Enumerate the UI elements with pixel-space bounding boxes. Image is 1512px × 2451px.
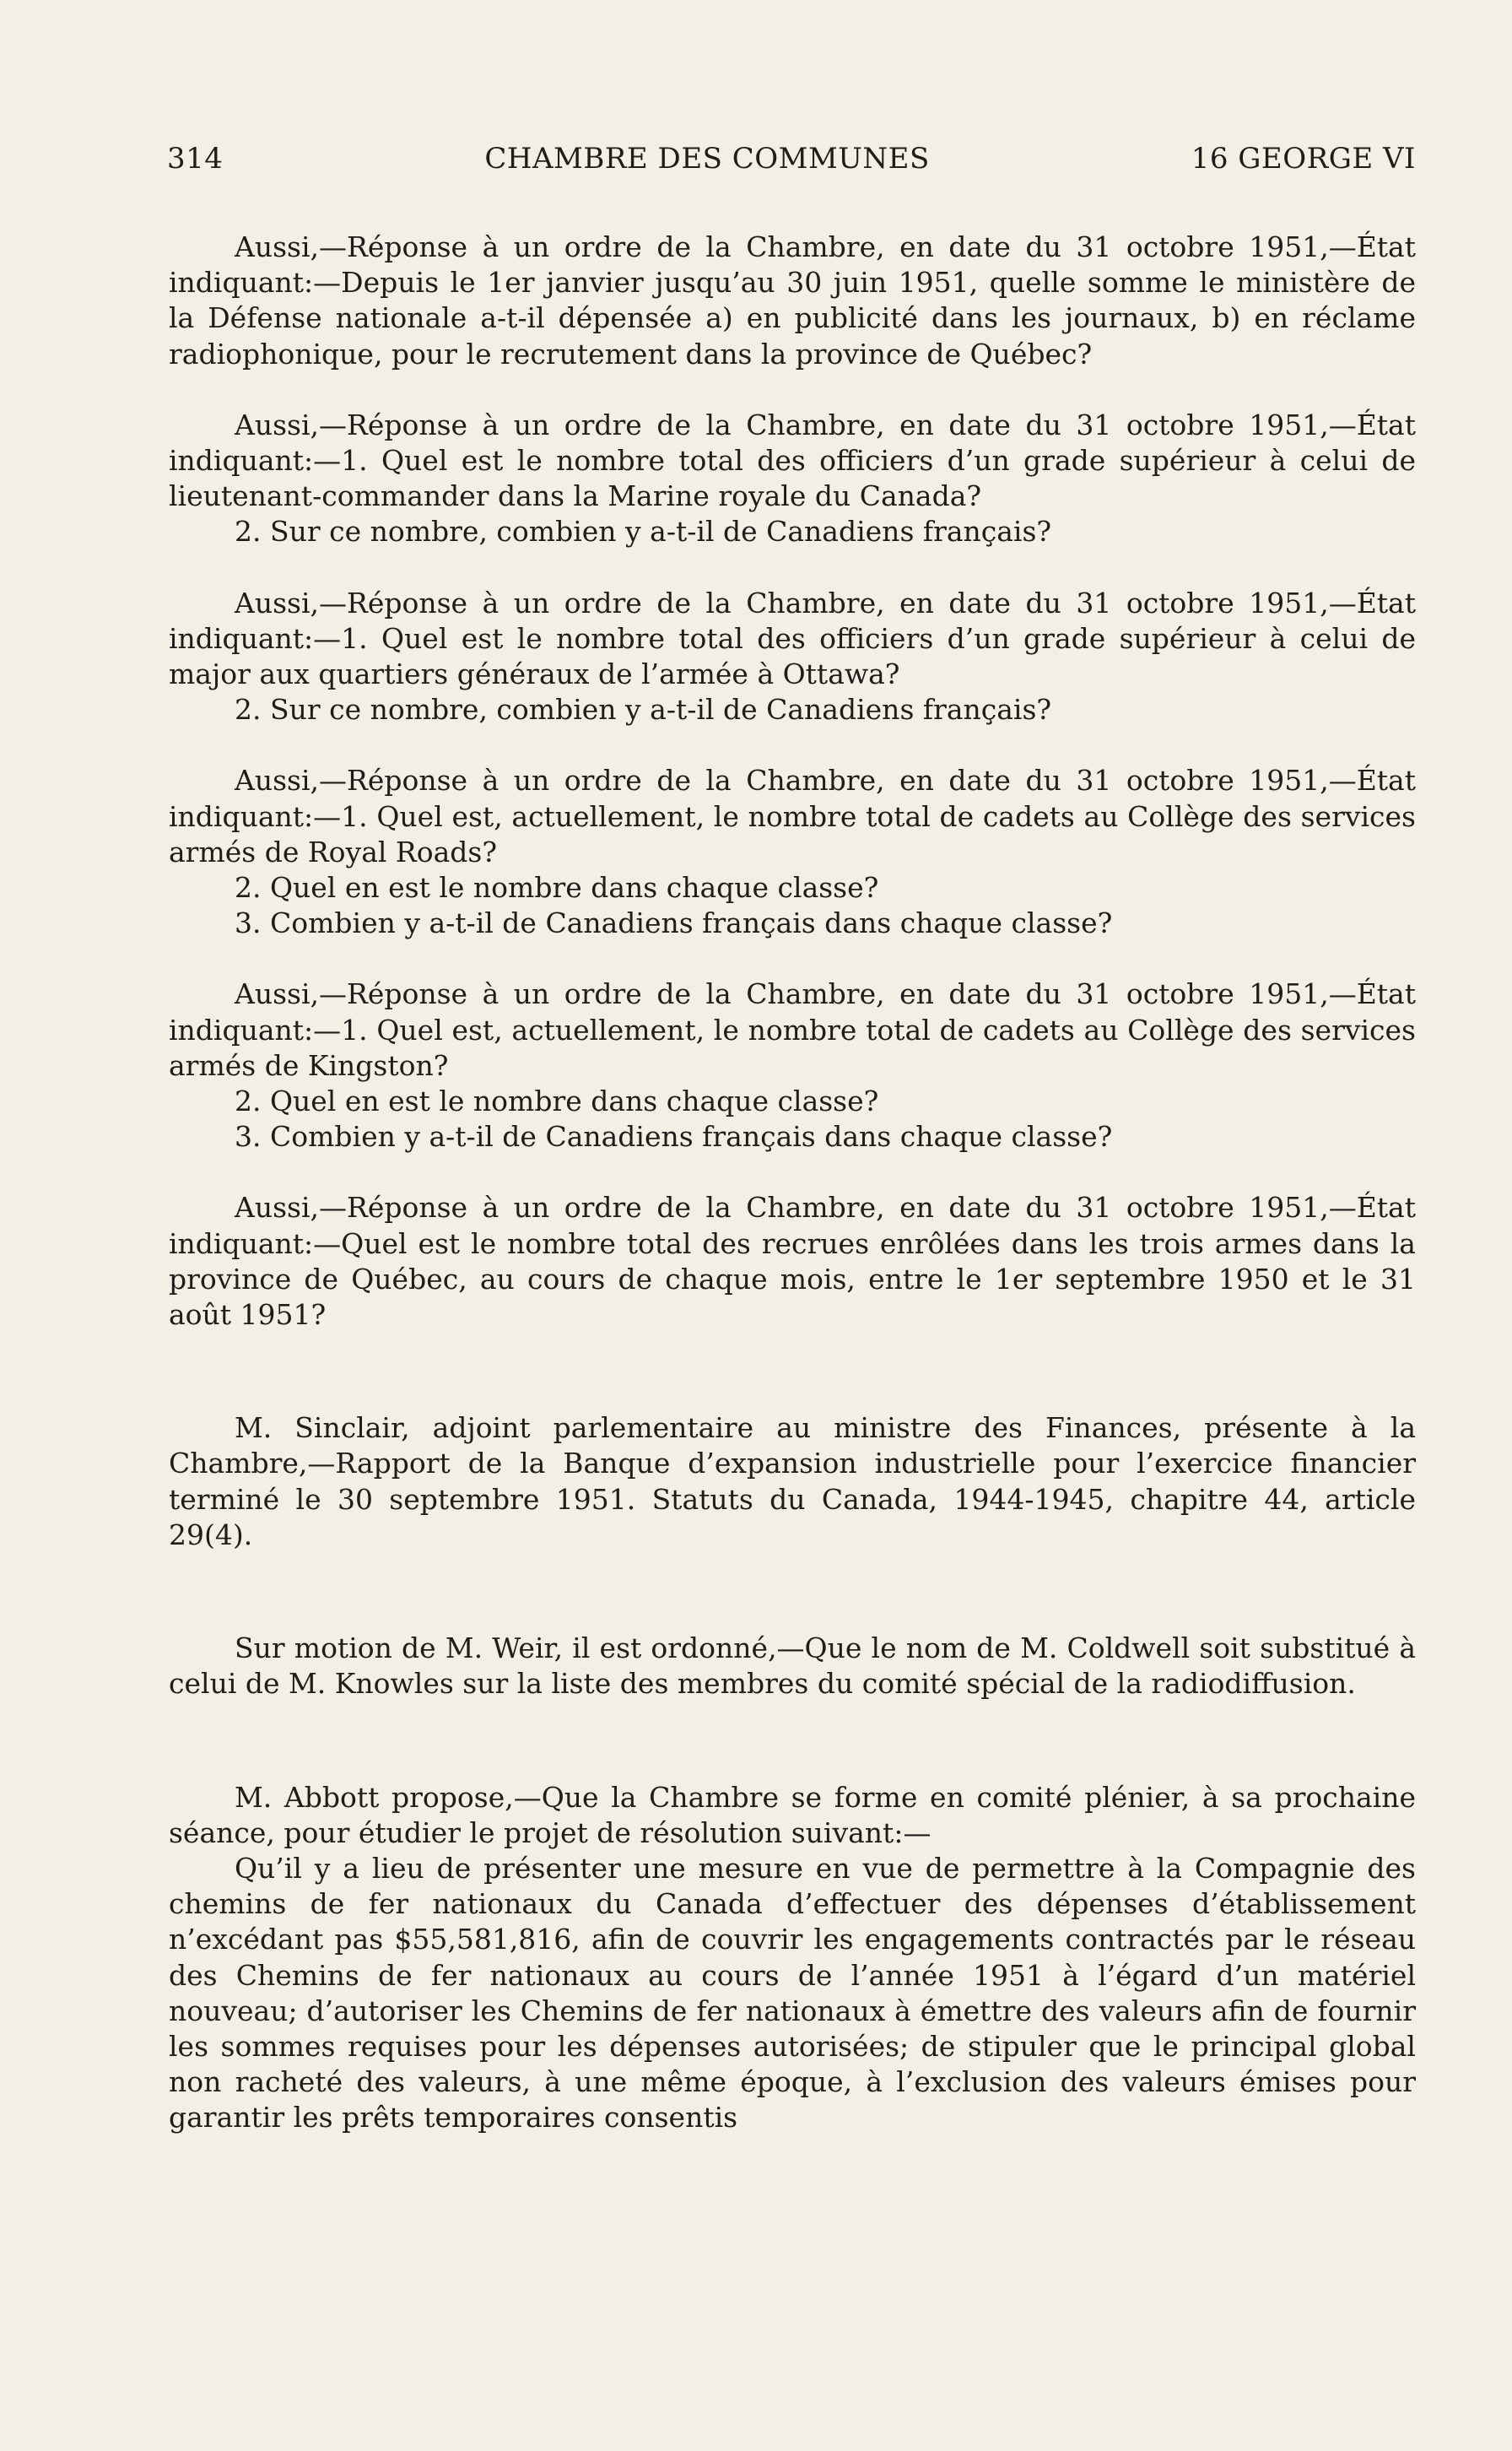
entry-block [169, 1780, 1416, 2136]
entry-block [169, 1410, 1416, 1553]
running-title: CHAMBRE DES COMMUNES [484, 142, 930, 176]
paragraph: Aussi,—Réponse à un ordre de la Chambre, en date du 31 octobre 1951,—État indiquant:—1. Quel est, actuellement, le nombre total de cadets au Collège des services armés de Kingston? [169, 977, 1416, 1082]
paragraph: 2. Sur ce nombre, combien y a-t-il de Canadiens français? [235, 693, 1052, 727]
entry-block [169, 763, 1416, 941]
paragraph: 2. Sur ce nombre, combien y a-t-il de Canadiens français? [235, 515, 1052, 549]
page-number: 314 [167, 142, 224, 176]
paragraph: 3. Combien y a-t-il de Canadiens français dans chaque classe? [235, 906, 1113, 940]
entry-block [169, 230, 1416, 372]
paragraph: Aussi,—Réponse à un ordre de la Chambre, en date du 31 octobre 1951,—État indiquant:—1. Quel est le nombre total des officiers d’un grade supérieur à celui de lieutenant-commander dans la Marine royale du Canada? [169, 408, 1416, 513]
entry-block [169, 1631, 1416, 1702]
entry-block [169, 586, 1416, 728]
page-body [169, 230, 1416, 2172]
entry-block [169, 977, 1416, 1155]
paragraph: 2. Quel en est le nombre dans chaque classe? [235, 1085, 879, 1118]
paragraph: Aussi,—Réponse à un ordre de la Chambre, en date du 31 octobre 1951,—État indiquant:—1. Quel est le nombre total des officiers d’un grade supérieur à celui de major aux quartiers généraux de l’armée à Ottawa? [169, 586, 1416, 691]
paragraph: Aussi,—Réponse à un ordre de la Chambre, en date du 31 octobre 1951,—État indiquant:—Depuis le 1er janvier jusqu’au 30 juin 1951, quelle somme le ministère de la Défense nationale a-t-il dépensée a) en publicité dans les journaux, b) en réclame radiophonique, pour le recrutement dans la province de Québec? [169, 230, 1416, 371]
paragraph: Qu’il y a lieu de présenter une mesure en vue de permettre à la Compagnie des chemins de fer nationaux du Canada d’effectuer des dépenses d’établissement n’excédant pas $55,581,816, afin de couvrir les engagements contractés par le réseau des Chemins de fer nationaux au cours de l’année 1951 à l’égard d’un matériel nouveau; d’autoriser les Chemins de fer nationaux à émettre des valeurs afin de fournir les sommes requises pour les dépenses autorisées; de stipuler que le principal global non racheté des valeurs, à une même époque, à l’exclusion des valeurs émises pour garantir les prêts temporaires consentis [169, 1851, 1416, 2134]
paragraph: M. Sinclair, adjoint parlementaire au ministre des Finances, présente à la Chambre,—Rapport de la Banque d’expansion industrielle pour l’exercice financier terminé le 30 septembre 1951. Statuts du Canada, 1944-1945, chapitre 44, article 29(4). [169, 1411, 1416, 1551]
regnal-year: 16 GEORGE VI [1191, 142, 1416, 176]
paragraph: Aussi,—Réponse à un ordre de la Chambre, en date du 31 octobre 1951,—État indiquant:—Quel est le nombre total des recrues enrôlées dans les trois armes dans la province de Québec, au cours de chaque mois, entre le 1er septembre 1950 et le 31 août 1951? [169, 1191, 1416, 1332]
paragraph: 3. Combien y a-t-il de Canadiens français dans chaque classe? [235, 1120, 1113, 1154]
entry-block [169, 1190, 1416, 1333]
paragraph: M. Abbott propose,—Que la Chambre se forme en comité plénier, à sa prochaine séance, pour étudier le projet de résolution suivant:— [169, 1780, 1416, 1849]
paragraph: Aussi,—Réponse à un ordre de la Chambre, en date du 31 octobre 1951,—État indiquant:—1. Quel est, actuellement, le nombre total de cadets au Collège des services armés de Royal Roads? [169, 764, 1416, 868]
page-header [167, 142, 1416, 176]
entry-block [169, 408, 1416, 550]
paragraph: Sur motion de M. Weir, il est ordonné,—Que le nom de M. Coldwell soit substitué à celui de M. Knowles sur la liste des membres du comité spécial de la radiodiffusion. [169, 1631, 1416, 1701]
paragraph: 2. Quel en est le nombre dans chaque classe? [235, 871, 879, 905]
